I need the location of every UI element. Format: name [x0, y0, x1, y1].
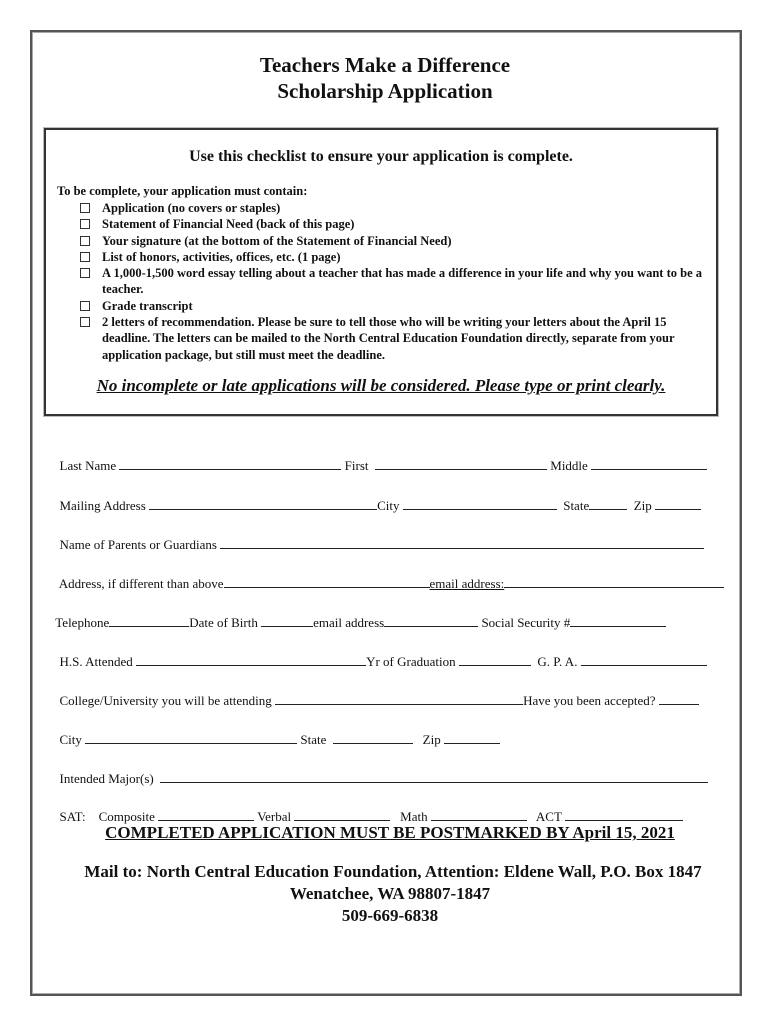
checkbox[interactable]	[80, 203, 90, 213]
verbal-field[interactable]	[294, 809, 390, 821]
test-scores-row	[53, 793, 683, 825]
checklist-items	[80, 200, 712, 363]
checklist-intro: To be complete, your application must contain:	[57, 184, 308, 198]
telephone-label: Telephone	[55, 615, 110, 630]
parents-label: Name of Parents or Guardians	[59, 537, 217, 552]
form-title: Teachers Make a Difference	[259, 53, 511, 77]
telephone-field[interactable]	[109, 615, 189, 627]
alt-address-field[interactable]	[224, 576, 430, 588]
gpa-label: G. P. A.	[537, 654, 578, 669]
name-row	[53, 442, 707, 474]
mail-city-line: Wenatchee, WA 98807-1847	[289, 884, 491, 903]
checkbox[interactable]	[80, 317, 90, 327]
checkbox[interactable]	[80, 219, 90, 229]
checkbox[interactable]	[80, 236, 90, 246]
email-address-label: email address	[313, 615, 385, 630]
major-field[interactable]	[160, 771, 708, 783]
yr-grad-field[interactable]	[459, 654, 531, 666]
composite-label: Composite	[98, 809, 155, 824]
city2-field[interactable]	[85, 732, 297, 744]
checkbox[interactable]	[80, 252, 90, 262]
college-field[interactable]	[275, 693, 523, 705]
accepted-field[interactable]	[659, 693, 699, 705]
warning-text: No incomplete or late applications will be considered. Please type or print clearly.	[96, 376, 666, 395]
checklist-panel	[44, 128, 718, 416]
postmark-notice: COMPLETED APPLICATION MUST BE POSTMARKED BY April 15, 2021	[105, 823, 675, 842]
parents-field[interactable]	[220, 537, 704, 549]
checklist-item: Grade transcript	[80, 298, 712, 314]
zip-label: Zip	[633, 498, 652, 513]
checklist-item: Application (no covers or staples)	[80, 200, 712, 216]
college-row	[53, 677, 699, 709]
checklist-item: List of honors, activities, offices, etc. (1 page)	[80, 249, 712, 265]
hs-attended-label: H.S. Attended	[59, 654, 133, 669]
zip-field[interactable]	[655, 498, 701, 510]
city-label: City	[377, 498, 400, 513]
email-label: email address:	[429, 576, 505, 591]
hs-attended-field[interactable]	[136, 654, 366, 666]
yr-grad-label: Yr of Graduation	[366, 654, 456, 669]
checklist-item: Statement of Financial Need (back of this page)	[80, 216, 712, 232]
composite-field[interactable]	[158, 809, 254, 821]
checklist-item: Your signature (at the bottom of the Statement of Financial Need)	[80, 233, 712, 249]
city2-label: City	[59, 732, 82, 747]
math-field[interactable]	[431, 809, 527, 821]
first-name-field[interactable]	[375, 458, 547, 470]
alt-address-label: Address, if different than above	[58, 576, 224, 591]
major-row	[53, 755, 708, 787]
major-label: Intended Major(s)	[59, 771, 154, 786]
college-location-row	[53, 716, 500, 748]
alt-address-row	[53, 560, 724, 592]
checklist-item: 2 letters of recommendation. Please be sure to tell those who will be writing your letters about the April 15 deadline. The letters can be mailed to the North Central Education Foundation directly, separate from your application package, but still must meet the deadline.	[80, 314, 712, 363]
email-field[interactable]	[504, 576, 724, 588]
contact-row	[49, 599, 666, 631]
college-label: College/University you will be attending	[59, 693, 272, 708]
state2-field[interactable]	[333, 732, 413, 744]
city-field[interactable]	[403, 498, 557, 510]
email-address-field[interactable]	[384, 615, 478, 627]
accepted-label: Have you been accepted?	[523, 693, 656, 708]
first-name-label: First	[344, 458, 369, 473]
zip2-label: Zip	[422, 732, 441, 747]
mailing-row	[53, 482, 701, 514]
ssn-label: Social Security #	[481, 615, 571, 630]
sat-label: SAT:	[59, 809, 86, 824]
middle-name-label: Middle	[550, 458, 588, 473]
mail-phone-line: 509-669-6838	[341, 906, 439, 925]
act-field[interactable]	[565, 809, 683, 821]
state2-label: State	[300, 732, 327, 747]
mailing-address-field[interactable]	[149, 498, 377, 510]
gpa-field[interactable]	[581, 654, 707, 666]
middle-name-field[interactable]	[591, 458, 707, 470]
checkbox[interactable]	[80, 268, 90, 278]
dob-field[interactable]	[261, 615, 313, 627]
school-row	[53, 638, 707, 670]
form-subtitle: Scholarship Application	[277, 79, 493, 103]
checkbox[interactable]	[80, 301, 90, 311]
state-field[interactable]	[589, 498, 627, 510]
parents-row	[53, 521, 704, 553]
state-label: State	[563, 498, 590, 513]
checklist-heading: Use this checklist to ensure your application is complete.	[189, 148, 573, 165]
mail-to-line: Mail to: North Central Education Foundation, Attention: Eldene Wall, P.O. Box 1847	[84, 862, 702, 881]
checklist-item: A 1,000-1,500 word essay telling about a teacher that has made a difference in your life and why you want to be a teacher.	[80, 265, 712, 298]
dob-label: Date of Birth	[189, 615, 258, 630]
math-label: Math	[400, 809, 428, 824]
last-name-field[interactable]	[119, 458, 341, 470]
mailing-address-label: Mailing Address	[59, 498, 146, 513]
last-name-label: Last Name	[59, 458, 117, 473]
ssn-field[interactable]	[570, 615, 666, 627]
act-label: ACT	[535, 809, 562, 824]
verbal-label: Verbal	[257, 809, 292, 824]
zip2-field[interactable]	[444, 732, 500, 744]
